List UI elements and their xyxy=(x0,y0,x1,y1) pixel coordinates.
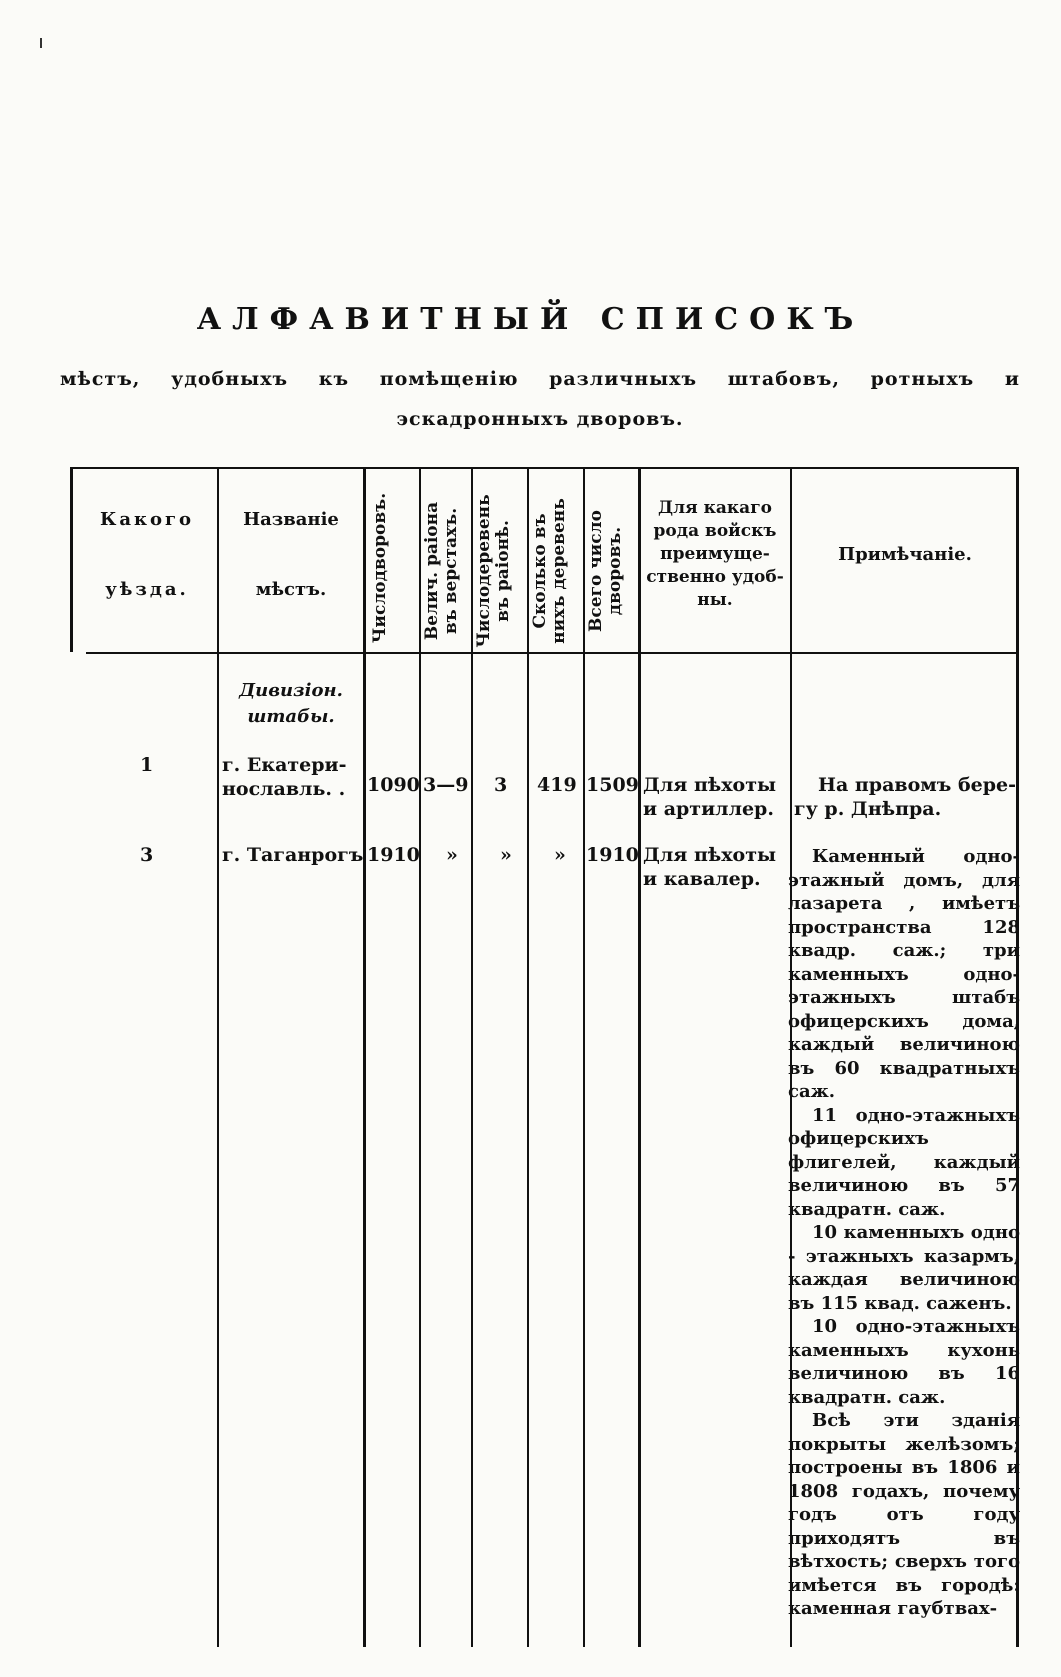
note-paragraph: 10 одно-этажныхъ каменныхъ кухонь величиною въ 16 квадратн. саж. xyxy=(788,1316,1020,1408)
header-derev xyxy=(475,486,519,656)
row-1-troops-2: и артиллер. xyxy=(643,798,774,820)
row-1-uezd: 1 xyxy=(140,754,154,776)
row-2-derev: » xyxy=(500,844,512,866)
header-vsego-1: Всего число xyxy=(586,510,606,632)
row-2-note xyxy=(788,845,1020,1621)
table-top-rule xyxy=(70,467,1018,469)
header-derev-1: Число xyxy=(474,585,494,648)
row-2-troops-2: и кавалер. xyxy=(643,868,761,890)
header-skolko xyxy=(531,486,575,656)
col-divider-6 xyxy=(583,467,585,1647)
row-1-vsego: 1509 xyxy=(586,774,639,796)
row-2-rayon: » xyxy=(446,844,458,866)
note-paragraph: 10 каменныхъ одно - этажныхъ казармъ, каждая величиною въ 115 квад. саженъ. xyxy=(788,1222,1020,1314)
row-2-skolko: » xyxy=(554,844,566,866)
col-divider-2 xyxy=(363,467,366,1647)
header-skolko-1: Сколько въ xyxy=(530,513,550,629)
col-divider-1 xyxy=(217,467,219,1647)
header-rayon xyxy=(423,486,467,656)
row-2-uezd: 3 xyxy=(140,844,154,866)
header-skolko-2: нихъ деревень xyxy=(549,498,569,644)
note-paragraph: Всѣ эти зданія покрыты желѣзомъ; построены въ 1806 и 1808 годахъ, почему годъ отъ году приходятъ въ вѣтхость; сверхъ того имѣется въ городѣ: каменная гаубтвах- xyxy=(788,1410,1020,1619)
header-troops: Для какаго рода войскъ преимуще- ственно удоб- ны. xyxy=(646,498,784,610)
row-1-derev: 3 xyxy=(494,774,508,796)
left-border xyxy=(70,467,73,652)
header-name-2: мѣстъ. xyxy=(255,579,327,600)
header-rayon-2: въ верстахъ. xyxy=(441,507,461,635)
col-divider-3 xyxy=(419,467,421,1647)
margin-mark xyxy=(40,38,42,48)
header-uezd-2: уѣзда. xyxy=(105,579,189,600)
header-dvorov-1: Число xyxy=(370,581,390,644)
header-note: Примѣчаніе. xyxy=(838,544,972,565)
page-title: АЛФАВИТНЫЙ СПИСОКЪ xyxy=(196,302,865,337)
row-1-dvorov: 1090 xyxy=(367,774,420,796)
row-2-dvorov: 1910 xyxy=(367,844,420,866)
header-dvorov xyxy=(371,483,409,653)
row-2-name-1: г. Таганрогъ xyxy=(222,844,364,866)
note-paragraph: Каменный одно-этажный домъ, для лазарета , имѣетъ пространства 128 квадр. саж.; три каменныхъ одно-этажныхъ штабъ офицерскихъ дома, каждый величиною въ 60 квадратныхъ саж. xyxy=(788,846,1020,1102)
header-vsego-2: дворовъ. xyxy=(605,526,625,616)
row-1-note-2: гу р. Днѣпра. xyxy=(794,798,942,820)
section-label: Дивизіон. штабы. xyxy=(239,680,343,727)
row-1-rayon: 3—9 xyxy=(423,774,469,796)
row-1-troops-1: Для пѣхоты xyxy=(643,774,777,796)
col-divider-5 xyxy=(527,467,529,1647)
subtitle-line-2: эскадронныхъ дворовъ. xyxy=(396,408,684,430)
header-vsego xyxy=(587,486,631,656)
header-name-1: Названіе xyxy=(243,509,339,530)
row-1-name-1: г. Екатери- xyxy=(222,754,347,776)
header-rayon-1: Велич. раіона xyxy=(422,501,442,641)
row-2-vsego: 1910 xyxy=(586,844,639,866)
row-1-note-1: На правомъ бере- xyxy=(818,774,1016,796)
note-paragraph: 11 одно-этажныхъ офицерскихъ флигелей, каждый величиною въ 57 квадратн. саж. xyxy=(788,1104,1020,1220)
header-uezd-1: Какого xyxy=(99,509,195,530)
col-divider-4 xyxy=(471,467,473,1647)
col-divider-7 xyxy=(638,467,641,1647)
header-derev-3: въ раіонѣ. xyxy=(493,520,513,622)
row-1-skolko: 419 xyxy=(537,774,577,796)
row-2-troops-1: Для пѣхоты xyxy=(643,844,777,866)
header-dvorov-2: дворовъ. xyxy=(370,492,390,582)
header-derev-2: деревень xyxy=(474,494,494,586)
row-1-name-2: нославль. . xyxy=(222,778,346,800)
subtitle-line-1: мѣстъ, удобныхъ къ помѣщенію различныхъ штабовъ, ротныхъ и xyxy=(60,368,1020,390)
